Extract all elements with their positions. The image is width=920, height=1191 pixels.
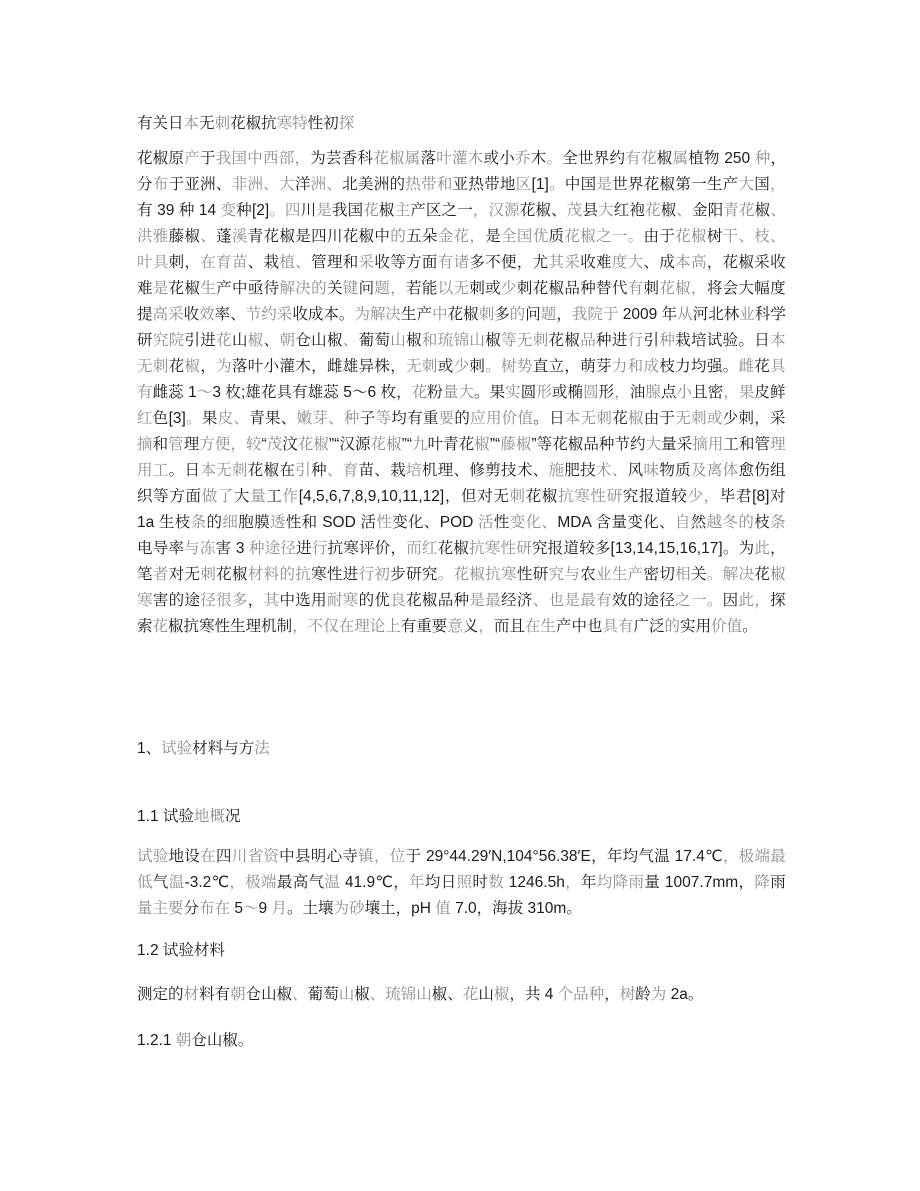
intro-paragraph: 花椒原产于我国中西部，为芸香科花椒属落叶灌木或小乔木。全世界约有花椒属植物 250 种，分布于亚洲、非洲、大洋洲、北美洲的热带和亚热带地区[1]。中国是世界花椒第一生产大国，有 39 种 14 变种[2]。四川是我国花椒主产区之一，汉源花椒、茂县大红袍花椒、金阳青花椒、洪雅藤椒、蓬溪青花椒是四川花椒中的五朵金花，是全国优质花椒之一。由于花椒树干、枝、叶具刺，在育苗、栽植、管理和采收等方面有诸多不便，尤其采收难度大、成本高，花椒采收难是花椒生产中亟待解决的关键问题，若能以无刺或少刺花椒品种替代有刺花椒，将会大幅度提高采收效率、节约采收成本。为解决生产中花椒刺多的问题，我院于 2009 年从河北林业科学研究院引进花山椒、朝仓山椒、葡萄山椒和琉锦山椒等无刺花椒品种进行引种栽培试验。日本无刺花椒，为落叶小灌木，雌雄异株，无刺或少刺。树势直立，萌芽力和成枝力均强。雌花具有雌蕊 1〜3 枚;雄花具有雄蕊 5〜6 枚，花粉量大。果实圆形或椭圆形，油腺点小且密，果皮鲜红色[3]。果皮、青果、嫩芽、种子等均有重要的应用价值。日本无刺花椒由于无刺或少刺，采摘和管理方便，较“茂汶花椒”“汉源花椒”“九叶青花椒”“藤椒”等花椒品种节约大量采摘用工和管理用工。日本无刺花椒在引种、育苗、栽培机理、修剪技术、施肥技术、风味物质及离体愈伤组织等方面做了大量工作[4,5,6,7,8,9,10,11,12]，但对无刺花椒抗寒性研究报道较少，毕君[8]对 1a 生枝条的细胞膜透性和 SOD 活性变化、POD 活性变化、MDA 含量变化、自然越冬的枝条电导率与冻害 3 种途径进行抗寒评价，而红花椒抗寒性研究报道较多[13,14,15,16,17]。为此，笔者对无刺花椒材料的抗寒性进行初步研究。花椒抗寒性研究与农业生产密切相关。解决花椒寒害的途径很多，其中选用耐寒的优良花椒品种是最经济、也是最有效的途径之一。因此，探索花椒抗寒性生理机制，不仅在理论上有重要意义，而且在生产中也具有广泛的实用价值。 bbox=[137, 150, 786, 635]
section-1-heading: 1、试验材料与方法 bbox=[137, 740, 270, 757]
section-1-2-1-heading: 1.2.1 朝仓山椒。 bbox=[137, 1032, 254, 1049]
section-1-1-heading: 1.1 试验地概况 bbox=[137, 808, 241, 825]
section-1-1-body: 试验地设在四川省资中县明心寺镇，位于 29°44.29′N,104°56.38′E，年均气温 17.4℃，极端最低气温-3.2℃，极端最高气温 41.9℃，年均日照时数 1246.5h，年均降雨量 1007.7mm，降雨量主要分布在 5〜9 月。土壤为砂壤土，pH 值 7.0，海拔 310m。 bbox=[137, 848, 786, 917]
section-1-2-body: 测定的材料有朝仓山椒、葡萄山椒、琉锦山椒、花山椒，共 4 个品种，树龄为 2a。 bbox=[137, 986, 704, 1003]
section-1-2-heading: 1.2 试验材料 bbox=[137, 942, 225, 959]
document-title: 有关日本无刺花椒抗寒特性初探 bbox=[137, 115, 355, 132]
document-content bbox=[137, 111, 786, 1054]
